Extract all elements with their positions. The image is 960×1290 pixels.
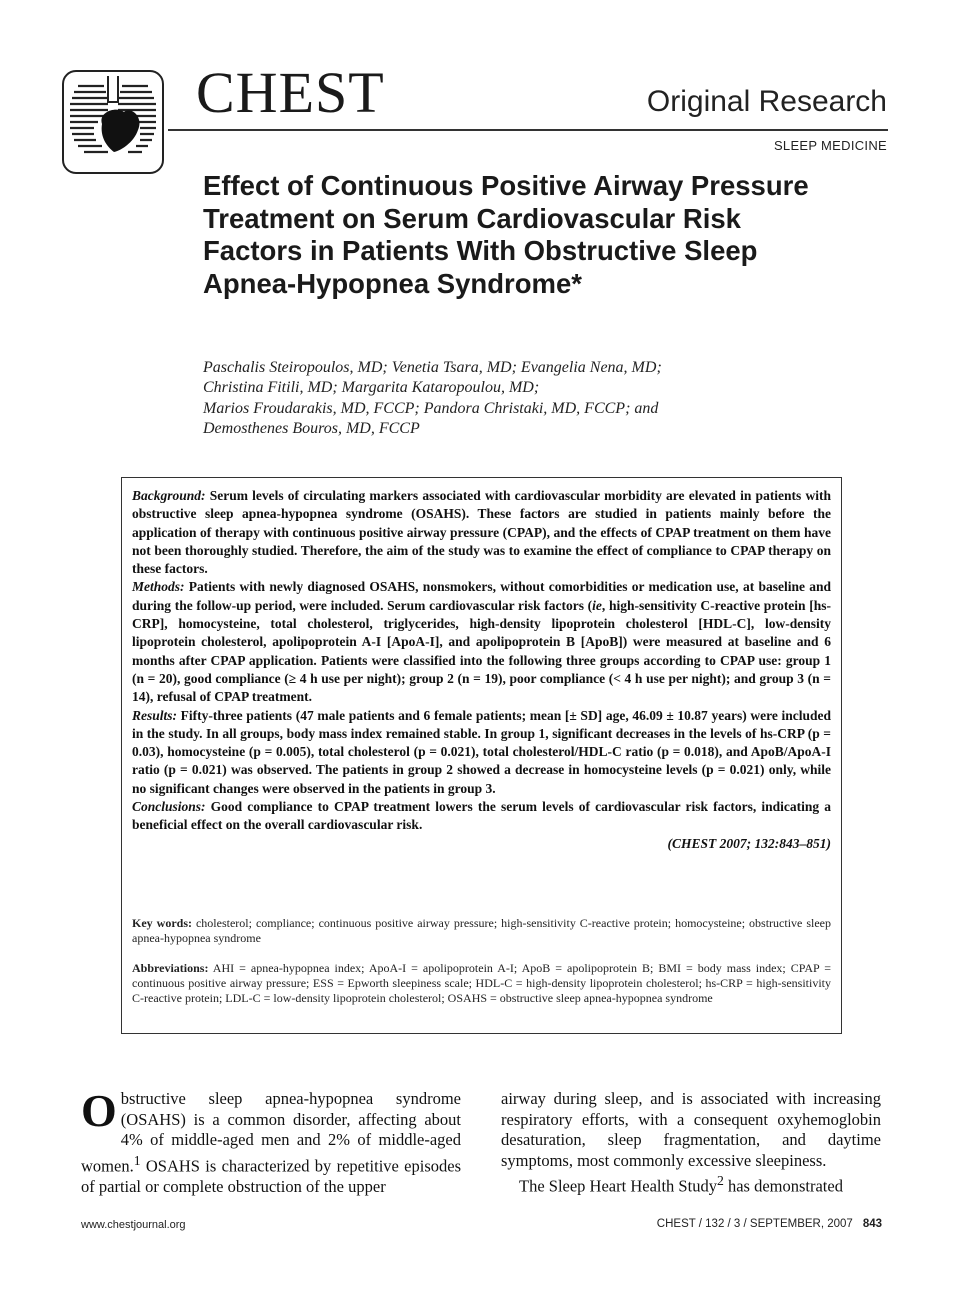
- body-column-left: [81, 1085, 461, 1197]
- author-line: Marios Froudarakis, MD, FCCP; Pandora Christaki, MD, FCCP; and: [203, 399, 659, 417]
- header-rule: [168, 129, 888, 131]
- conclusions-label: Conclusions:: [132, 799, 206, 815]
- author-line: Christina Fitili, MD; Margarita Kataropoulou, MD;: [203, 379, 540, 397]
- subsection-label: SLEEP MEDICINE: [773, 138, 887, 153]
- methods-ie: ie: [592, 597, 602, 613]
- background-label: Background:: [132, 488, 206, 503]
- intro-paragraph: [81, 1085, 461, 1197]
- abstract-text: [132, 487, 831, 853]
- author-line: Paschalis Steiropoulos, MD; Venetia Tsara, MD; Evangelia Nena, MD;: [203, 359, 662, 376]
- journal-logo: [62, 70, 164, 174]
- keywords-text: cholesterol; compliance; continuous positive airway pressure; high-sensitivity C-reactive protein; homocysteine; obstructive sleep apnea-hypopnea syndrome: [132, 916, 832, 945]
- issue-info: CHEST / 132 / 3 / SEPTEMBER, 2007: [656, 1218, 853, 1230]
- abbreviations-label: Abbreviations:: [132, 961, 209, 975]
- conclusions-text: Good compliance to CPAP treatment lowers the serum levels of cardiovascular risk factors, indicating a beneficial effect on the overall cardiovascular risk.: [132, 799, 832, 833]
- article-title: Effect of Continuous Positive Airway Pressure Treatment on Serum Cardiovascular Risk Factors in Patients With Obstructive Sleep Apnea-Hypopnea Syndrome*: [203, 170, 809, 299]
- author-list: [203, 358, 823, 439]
- dropcap: O: [81, 1085, 117, 1136]
- footer-issue: [657, 1218, 882, 1230]
- keywords-block: [132, 916, 831, 946]
- methods-text-cont: , high-sensitivity C-reactive protein [hs-CRP], homocysteine, total cholesterol, triglycerides, high-density lipoprotein cholesterol [HDL-C], low-density lipoprotein cholesterol, apolipoprotein A-I [ApoA-I], and apolipoprotein B [ApoB]) were measured at baseline and 6 months after CPAP application. Patients were classified into the following three groups according to CPAP use: group 1 (n = 20), good compliance (≥ 4 h use per night); group 2 (n = 19), poor compliance (< 4 h use per night); and group 3 (n = 14), refusal of CPAP treatment.: [132, 597, 832, 705]
- abbreviations-block: [132, 961, 831, 1006]
- keywords-label: Key words:: [132, 916, 192, 930]
- body-column-right: [501, 1089, 881, 1197]
- body-paragraph: airway during sleep, and is associated with increasing respiratory efforts, with a consequent oxyhemoglobin desaturation, sleep fragmentation, and daytime symptoms, most commonly excessive sleepiness.: [501, 1089, 881, 1170]
- results-label: Results:: [132, 707, 178, 723]
- author-line: Demosthenes Bouros, MD, FCCP: [203, 419, 420, 437]
- methods-label: Methods:: [132, 579, 185, 595]
- body-paragraph-2: [501, 1171, 881, 1197]
- body-text-cont: has demonstrated: [723, 1176, 843, 1196]
- citation: (CHEST 2007; 132:843–851): [667, 835, 831, 851]
- lungs-heart-icon: [64, 72, 162, 172]
- reference-2[interactable]: 2: [716, 1173, 724, 1188]
- body-text: The Sleep Heart Health Study: [519, 1176, 717, 1196]
- page-number: 843: [862, 1218, 882, 1230]
- abstract-box: [121, 477, 842, 1034]
- footer-url[interactable]: www.chestjournal.org: [81, 1219, 186, 1231]
- journal-name: CHEST: [196, 60, 385, 125]
- abstract-methods: [132, 578, 831, 706]
- intro-text-cont: OSAHS is characterized by repetitive episodes of partial or complete obstruction of the upper: [81, 1156, 461, 1196]
- reference-1[interactable]: 1: [133, 1152, 141, 1168]
- background-text: Serum levels of circulating markers associated with cardiovascular morbidity are elevated in patients with obstructive sleep apnea-hypopnea syndrome (OSAHS). These factors are studied in patients mainly before the application of therapy with continuous positive airway pressure (CPAP), and the effects of CPAP treatment on them have not been thoroughly studied. Therefore, the aim of the study was to examine the effect of compliance to CPAP therapy on these factors.: [132, 488, 831, 577]
- abstract-background: [132, 487, 831, 578]
- methods-text: Patients with newly diagnosed OSAHS, nonsmokers, without comorbidities or medication use, at baseline and during the follow-up period, were included. Serum cardiovascular risk factors (: [132, 579, 831, 613]
- intro-text: bstructive sleep apnea-hypopnea syndrome (OSAHS) is a common disorder, affecting about 4% of middle-aged men and 2% of middle-aged women.: [81, 1089, 461, 1175]
- section-label: Original Research: [646, 85, 887, 118]
- results-text: Fifty-three patients (47 male patients and 6 female patients; mean [± SD] age, 46.09 ± 10.87 years) were included in the study. In all groups, body mass index remained stable. In group 1, significant decreases in the levels of hs-CRP (p = 0.03), homocysteine (p = 0.005), total cholesterol (p = 0.021), total cholesterol/HDL-C ratio (p = 0.018), and ApoB/ApoA-I ratio (p = 0.021) was observed. The patients in group 2 showed a decrease in homocysteine levels (p = 0.021) only, while no significant changes were observed in the patients in group 3.: [132, 707, 831, 796]
- abstract-conclusions: [132, 798, 831, 835]
- abbreviations-text: AHI = apnea-hypopnea index; ApoA-I = apolipoprotein A-I; ApoB = apolipoprotein B; BMI = body mass index; CPAP = continuous positive airway pressure; ESS = Epworth sleepiness scale; HDL-C = high-density lipoprotein cholesterol; hs-CRP = high-sensitivity C-reactive protein; LDL-C = low-density lipoprotein cholesterol; OSAHS = obstructive sleep apnea-hypopnea syndrome: [132, 961, 831, 1005]
- abstract-results: [132, 707, 831, 798]
